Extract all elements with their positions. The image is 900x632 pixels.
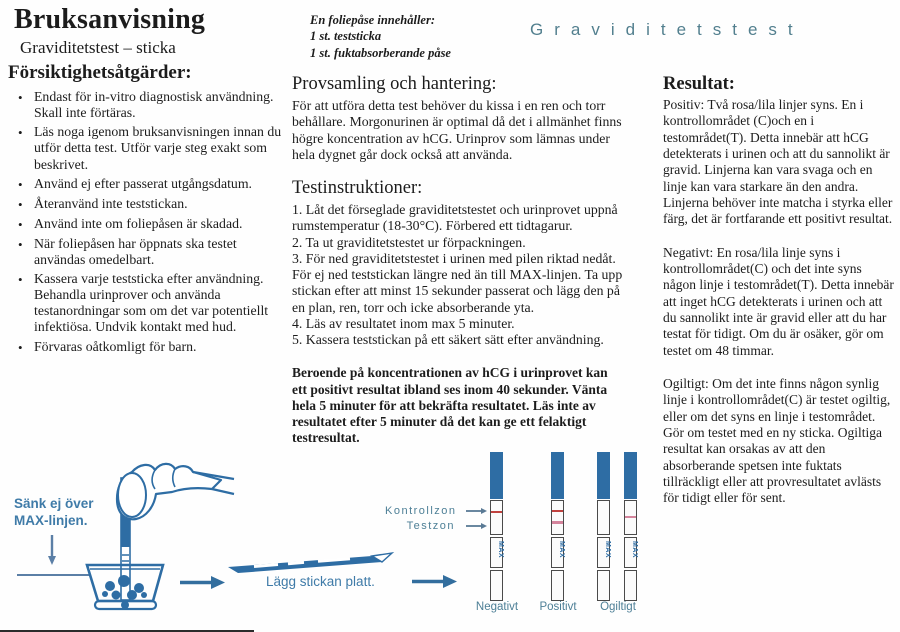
max-label: MAX	[631, 541, 638, 559]
result-negative-text: Negativt: En rosa/lila linje syns i kontrollområdet(C) och det inte syns någon linje i testområdet(T). Detta innebär att inget hCG detekterats i urinen och att du sannolikt inte är gravid eller att du har testat för tidigt. Om du är osäker, gör om testet om 48 timmar.	[663, 244, 894, 358]
timing-note: Beroende på koncentrationen av hCG i urinprovet kan ett positivt resultat ibland ses inom 40 sekunder. Vänta hela 5 minuter för att bekräfta resultatet. Läs inte av resultatet efter 5 minuter då det kan ge ett felaktigt testresultat.	[292, 365, 608, 446]
control-line	[552, 510, 563, 513]
hand-illustration	[117, 464, 234, 519]
stick-foot	[490, 570, 503, 601]
stick-handle	[624, 452, 637, 499]
result-stick-positive	[551, 452, 564, 601]
instruction-step: 4. Läs av resultatet inom max 5 minuter.	[292, 315, 515, 331]
list-item-text: • Läs noga igenom bruksanvisningen innan du utför detta test. Utför varje steg exakt som beskrivet.	[34, 124, 282, 172]
instruction-step: 3. För ned graviditetstestet i urinen med pilen riktad nedåt. För ej ned teststickan längre ned än till MAX-linjen. Ta upp stickan efter att minst 15 sekunder passerat och lägg den på en plan, ren, torr och icke absorberande yta.	[292, 250, 623, 315]
list-item-text: • Använd inte om foliepåsen är skadad.	[34, 215, 243, 231]
right-arrow-icon	[178, 575, 226, 590]
dip-caption	[14, 496, 94, 530]
result-stick-negative	[490, 452, 503, 601]
middle-column	[292, 74, 623, 446]
down-arrow-icon	[48, 535, 56, 565]
list-item-text: • Använd ej efter passerat utgångsdatum.	[34, 175, 252, 191]
list-item-text: • Återanvänd inte teststickan.	[34, 195, 188, 211]
max-label: MAX	[497, 541, 504, 559]
stick-handle	[490, 452, 503, 499]
dip-caption-line: Sänk ej över	[14, 496, 94, 511]
stick-window	[490, 500, 503, 535]
stick-max-section	[490, 537, 503, 568]
results-section	[663, 74, 896, 524]
list-item-text: • Kassera varje teststicka efter användning. Behandla urinprover och använda testanordningar som om det var potentiellt infektiösa. Undvik kontakt med hud.	[34, 270, 269, 335]
dip-caption-line: MAX-linjen.	[14, 512, 88, 528]
max-label: MAX	[558, 541, 565, 559]
package-contents-item: 1 st. fuktabsorberande påse	[310, 45, 451, 60]
instruction-step: 1. Låt det förseglade graviditetstestet och urinprovet uppnå rumstemperatur (18-30°C). Förbered ett tidtagarur.	[292, 202, 618, 234]
right-arrow-icon	[410, 574, 458, 589]
list-item	[8, 271, 286, 336]
stick-label-positive: Positivt	[539, 601, 577, 613]
stick-handle	[551, 452, 564, 499]
package-contents-intro: En foliepåse innehåller:	[310, 13, 436, 27]
zone-pointer-arrow-icon	[466, 522, 488, 530]
list-item	[8, 216, 286, 233]
package-contents	[310, 12, 451, 61]
control-line	[491, 511, 502, 514]
stick-handle	[597, 452, 610, 499]
test-line	[625, 516, 636, 519]
zone-pointer-arrow-icon	[466, 507, 488, 515]
sampling-body: För att utföra detta test behöver du kissa i en ren och torr behållare. Morgonurinen är optimal då det i allmänhet finns högre koncentration av hCG. Urinprov som lämnas under hela dygnet går dock också att använda.	[292, 98, 622, 162]
brand-header: Graviditetstest	[530, 20, 804, 39]
title-block	[14, 4, 205, 58]
stick-max-section	[551, 537, 564, 568]
list-item	[8, 124, 286, 172]
result-stick-invalid-testline	[624, 452, 637, 601]
test-line	[552, 521, 563, 524]
result-invalid-text: Ogiltigt: Om det inte finns någon synlig linje i kontrollområdet(C) är testet ogiltig, eller om det syns en linje i testområdet. Gör om testet med en ny sticka. Ogiltiga resultat kan orsakas av att den absorberande spetsen inte fuktats tillräckligt eller att provresultatet avlästs för tidigt eller för sent.	[663, 375, 891, 506]
instructions-heading: Testinstruktioner:	[292, 178, 423, 199]
flat-caption: Lägg stickan platt.	[266, 574, 375, 589]
package-contents-item: 1 st. teststicka	[310, 29, 382, 44]
stick-window	[597, 500, 610, 535]
stick-max-section	[624, 537, 637, 568]
list-item	[8, 196, 286, 213]
flat-stick-illustration	[226, 548, 398, 574]
stick-window	[624, 500, 637, 535]
list-item-text: • Förvaras oåtkomligt för barn.	[34, 338, 197, 354]
list-item	[8, 176, 286, 193]
result-positive-text: Positiv: Två rosa/lila linjer syns. En i kontrollområdet (C)och en i testområdet(T). Detta innebär att hCG detekterats i urinen och att du sannolikt är gravid. Linjerna kan vara svaga och en linje kan vara starkare än den andra. Linjerna behöver inte matcha i styrka eller färg, det är fortfarande ett positivt resultat.	[663, 97, 893, 227]
stick-foot	[597, 570, 610, 601]
instruction-step: 5. Kassera teststickan på ett säkert sätt efter användning.	[292, 332, 604, 348]
list-item	[8, 236, 286, 268]
result-stick-invalid-blank	[597, 452, 610, 601]
stick-label-invalid: Ogiltigt	[600, 601, 636, 613]
stick-foot	[551, 570, 564, 601]
list-item	[8, 339, 286, 356]
list-item	[8, 89, 286, 121]
stick-window	[551, 500, 564, 535]
list-item-text: • Endast för in-vitro diagnostisk användning. Skall inte förtäras.	[34, 89, 274, 121]
sampling-heading: Provsamling och hantering:	[292, 74, 497, 94]
list-item-text: • När foliepåsen har öppnats ska testet användas omedelbart.	[34, 235, 237, 267]
control-zone-label: Kontrollzon	[385, 505, 457, 517]
page-subtitle: Graviditetstest – sticka	[20, 38, 176, 57]
stick-label-negative: Negativt	[475, 601, 519, 613]
results-heading: Resultat:	[663, 74, 735, 94]
stick-foot	[624, 570, 637, 601]
test-instructions-section	[292, 178, 623, 348]
precautions-section	[8, 62, 286, 359]
max-label: MAX	[604, 541, 611, 559]
page-title: Bruksanvisning	[14, 4, 206, 35]
instruction-step: 2. Ta ut graviditetstestet ur förpackningen.	[292, 234, 526, 250]
precautions-heading: Försiktighetsåtgärder:	[8, 62, 192, 83]
dip-illustration	[5, 437, 237, 629]
test-zone-label: Testzon	[406, 520, 455, 532]
stick-max-section	[597, 537, 610, 568]
